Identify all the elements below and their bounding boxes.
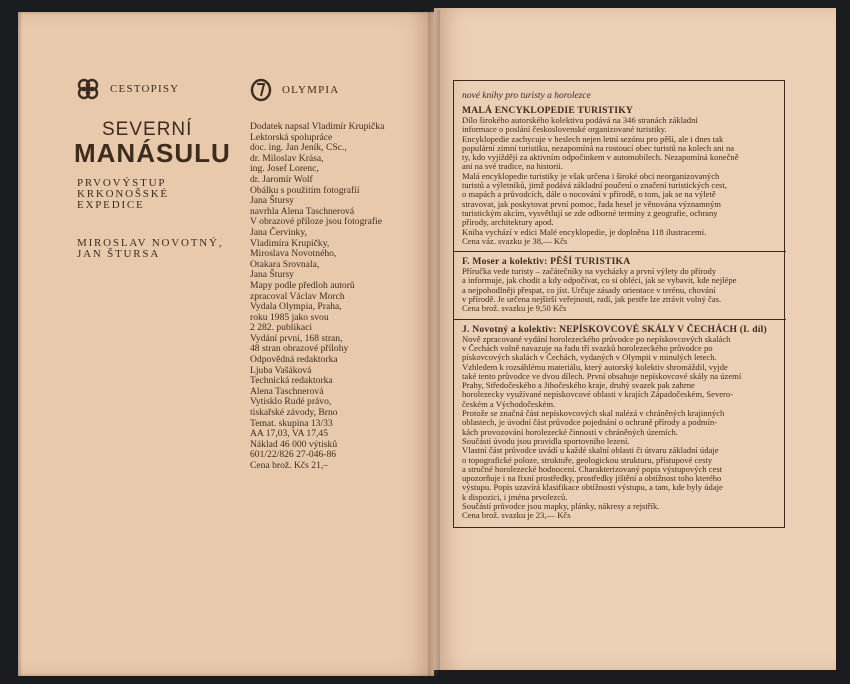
olympia-publisher-mark	[250, 78, 339, 102]
book-entry-text-line: oblastech, je úvodní část průvodce pojednání o ochraně přírody a podmín-	[462, 418, 718, 428]
book-entry-text-line: Vlastní část průvodce uvádí u každé skalní oblasti či útvaru základní údaje	[462, 446, 719, 456]
book-entry-text-line: českém a Východočeském.	[462, 399, 556, 409]
colophon-line: zpracoval Václav Morch	[250, 290, 345, 302]
colophon-line: Otakara Srovnala,	[250, 258, 320, 270]
colophon-line: AA 17,03, VA 17,45	[250, 428, 329, 440]
colophon-line: tiskařské závody, Brno	[250, 407, 338, 419]
book-entry-text-line: Cena brož. svazku je 9,50 Kčs	[462, 304, 567, 314]
author-line: MIROSLAV NOVOTNÝ,	[77, 237, 224, 249]
colophon-line: Technická redaktorka	[250, 375, 333, 387]
book-entry-text-line: Encyklopedie zachycuje v heslech nejen letní sezónu pro pěší, ale i dnes tak	[462, 134, 724, 144]
book-entry-text-line: přírody, architektury apod.	[462, 218, 554, 228]
book-entry-text-line: Protože se značná část nepískovcových skal nalézá v chráněných krajinných	[462, 409, 725, 419]
advert-content	[462, 91, 778, 521]
publisher-label: OLYMPIA	[282, 84, 340, 96]
subtitle-line: EXPEDICE	[77, 199, 145, 211]
book-entry-text-line: o topografické poloze, struktuře, geologickou strukturu, přístupové cesty	[462, 455, 713, 465]
book-entry-text-line: Cena brož. svazku je 23,— Kčs	[462, 511, 571, 521]
book-entry-text-line: informace o poslání československé organizované turistiky.	[462, 125, 667, 135]
book-entry-text-line: horolezecky využívané nepískovcové oblasti v krajích Západočeském, Severo-	[462, 390, 734, 400]
book-entry-text-line: ani na své tradice, na historii.	[462, 162, 563, 172]
colophon-line: ing. Josef Lorenc,	[250, 163, 319, 175]
colophon-line: Dodatek napsal Vladimír Krupička	[250, 121, 385, 132]
colophon-line: Ljuba Vašáková	[250, 364, 312, 376]
colophon-line: Mapy podle předloh autorů	[250, 279, 355, 291]
title-line-2: MANÁSULU	[74, 138, 231, 168]
book-entry-text-line: populární zimní turistiku, nezapomíná na rostoucí obec turistů na kolech ani na	[462, 143, 735, 153]
colophon-line: Jana Štursy	[250, 269, 294, 281]
colophon-line: Náklad 46 000 výtisků	[250, 438, 338, 450]
colophon-line: Cena brož. Kčs 21,–	[250, 460, 329, 471]
book-entry-text-line: Příručka vede turisty – začátečníky na vycházky a první výlety do přírody	[462, 267, 717, 277]
advert-heading: nové knihy pro turisty a horolezce	[462, 91, 591, 101]
book-title	[74, 120, 231, 166]
section-divider	[454, 319, 786, 320]
book-entry-text-line: Dílo širokého autorského kolektivu podává na 346 stranách základní	[462, 116, 698, 125]
book-entry-text-line: upozorňuje i na fixní prostředky, prostředky jištění a obtížnost toho kterého	[462, 474, 722, 484]
book-entry-text-line: Součástí úvodu jsou pravidla sportovního lezení.	[462, 436, 630, 446]
book-entry-title: MALÁ ENCYKLOPEDIE TURISTIKY	[462, 105, 634, 116]
book-entry-text-line: turistů a výletníků, jimž podává základní poučení o značení turistických cest,	[462, 181, 727, 191]
colophon-line: Vydala Olympia, Praha,	[250, 301, 342, 313]
colophon-line: Temat. skupina 13/33	[250, 417, 333, 429]
book-entry-text-line: také tento průvodce ve dvou dílech. První obsahuje nepískovcové skály na území	[462, 371, 742, 381]
book-entry-text-line: a stručné horolezecké hodnocení. Charakterizovaný popis výstupových cest	[462, 464, 723, 474]
book-entry-text-line: Vzhledem k rozsáhlému materiálu, který autorský kolektiv shromáždil, vyjde	[462, 362, 728, 372]
subtitle-line: KRKONOŠSKÉ	[77, 188, 169, 200]
colophon-line: dr. Miloslav Krása,	[250, 152, 324, 164]
colophon-line: 601/22/826 27-046-86	[250, 449, 337, 461]
colophon-line: Obálku s použitím fotografií	[250, 184, 360, 196]
book-entry-text-line: kách provozování horolezecké činnosti v chráněných územích.	[462, 427, 678, 437]
book-entry-text-line: o mapách a průvodcích, dále o nocování v přírodě, o tom, jak se na výletě	[462, 190, 716, 200]
book-entry-text-line: Cena váz. svazku je 38,— Kčs	[462, 236, 568, 246]
book-entry-text-line: Součástí průvodce jsou mapky, plánky, nákresy a rejstřík.	[462, 501, 660, 511]
colophon-line: doc. ing. Jan Jeník, CSc.,	[250, 142, 347, 154]
section-divider	[454, 251, 786, 252]
colophon-line: Vydání první, 168 stran,	[250, 332, 343, 344]
colophon-line: Jana Štursy	[250, 195, 294, 207]
colophon-line: 2 282. publikaci	[250, 322, 313, 334]
cestopisy-knot-icon	[76, 78, 100, 100]
book-entry-text-line: výstupu. Popis uzavírá klasifikace obtížnosti výstupu, a tam, kde byly údaje	[462, 483, 723, 493]
book-entry-text-line: pískovcových skalách v Čechách, vydaných v Olympii v minulých letech.	[462, 353, 717, 363]
colophon-line: Lektorská spolupráce	[250, 131, 333, 143]
book-entry-text-line: turistickým akcím, vysvětlují se zde odborné termíny z geografie, ochrany	[462, 208, 718, 218]
colophon-line: V obrazové příloze jsou fotografie	[250, 216, 382, 228]
colophon-line: roku 1985 jako svou	[250, 311, 329, 323]
colophon-line: Vladimíra Krupičky,	[250, 237, 330, 249]
book-entry-text-line: Prahy, Středočeského a Jihočeského kraje, druhý svazek pak zahrne	[462, 381, 695, 391]
colophon-line: dr. Jaromír Wolf	[250, 173, 313, 185]
book-entry-title: F. Moser a kolektiv: PĚŠÍ TURISTIKA	[462, 256, 631, 268]
book-entry-text-line: ty, kdo vyjíždějí za aktivním odpočinkem v automobilech. Nezapomíná konečně	[462, 153, 739, 163]
book-entry-title: J. Novotný a kolektiv: NEPÍSKOVCOVÉ SKÁLY V ČECHÁCH (I. díl)	[462, 323, 767, 335]
colophon-line: navrhla Alena Taschnerová	[250, 205, 355, 217]
book-entry-text-line: k dispozici, i jména prvolezců.	[462, 492, 568, 502]
colophon-line: Miroslava Novotného,	[250, 248, 337, 260]
colophon-line: Odpovědná redaktorka	[250, 354, 338, 366]
new-books-advert	[453, 80, 785, 528]
book-entry-text-line: a nejpohodlněji přespat, co jíst. Určuje zásady orientace v terénu, chování	[462, 285, 716, 295]
book-entry-text-line: Kniha vychází v edici Malé encyklopedie, je doplněna 118 ilustracemi.	[462, 227, 707, 237]
colophon-line: Vytisklo Rudé právo,	[250, 396, 332, 408]
book-entry-text-line: stravovat, jak poskytovat první pomoc, řada hesel je věnována významným	[462, 199, 721, 209]
colophon-line: Alena Taschnerová	[250, 385, 324, 397]
colophon-line: Jana Červinky,	[250, 226, 307, 238]
colophon	[250, 122, 430, 472]
author-line: JAN ŠTURSA	[77, 248, 161, 260]
cestopisy-series-mark	[76, 78, 179, 100]
series-label: CESTOPISY	[110, 83, 180, 95]
book-entry-text-line: Nově zpracované vydání horolezeckého průvodce po nepískovcových skalách	[462, 334, 731, 344]
book-subtitle	[77, 178, 169, 211]
colophon-line: 48 stran obrazové přílohy	[250, 343, 349, 355]
book-authors	[77, 238, 223, 260]
title-line-1: SEVERNÍ	[102, 119, 193, 140]
subtitle-line: PRVOVÝSTUP	[77, 177, 167, 189]
book-entry-text-line: a informuje, jak chodit a kdy odpočívat, co si obléci, jak se vybavit, kde nejlépe	[462, 276, 737, 286]
book-entry-text-line: v přírodě. Je určena nejširší veřejnosti, radí, jak pestře lze ztrávit volný čas.	[462, 295, 722, 305]
olympia-logo-icon	[250, 78, 272, 102]
book-entry-text-line: v Čechách volně navazuje na řadu tří svazků horolezeckého průvodce po	[462, 343, 713, 353]
book-entry-text-line: Malá encyklopedie turistiky je však určena i široké obci neorganizovaných	[462, 171, 720, 181]
